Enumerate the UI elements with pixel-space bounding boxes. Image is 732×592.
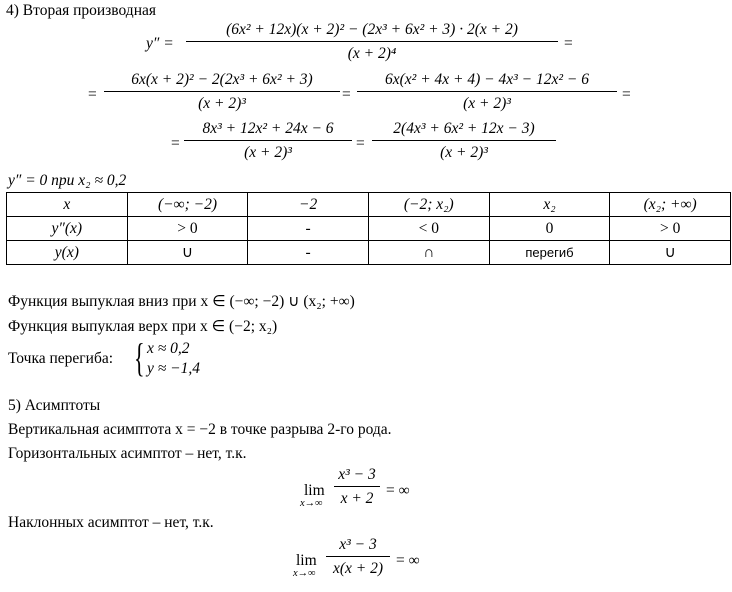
table-cell: y(x) [7,241,128,265]
equals-sign: = [88,86,97,103]
equals-sign: = [356,135,365,152]
table-cell: 0 [489,217,610,241]
vertical-asymptote-statement: Вертикальная асимптота x = −2 в точке разрыва 2-го рода. [8,421,392,438]
table-cell: x₂ [489,193,610,217]
equals-sign: = [342,86,351,103]
table-header-row [7,193,731,217]
table-cell: (−2; x₂) [368,193,489,217]
table-cell: x [7,193,128,217]
limit-2-fraction [326,537,390,576]
derivative-fraction-3a-numerator: 8x³ + 12x² + 24x − 6 [202,120,334,137]
section-5-heading: 5) Асимптоты [8,397,101,414]
table-cell: перегиб [489,241,610,265]
derivative-fraction-1-numerator: (6x² + 12x)(x + 2)² − (2x³ + 6x² + 3) · 2(x + 2) [226,21,518,38]
table-cell: (−∞; −2) [127,193,248,217]
derivative-fraction-3b-denominator: (x + 2)³ [440,143,488,161]
limit-2-denominator: x(x + 2) [332,559,384,577]
limit-subscript: x→∞ [300,498,323,509]
derivative-fraction-2b-denominator: (x + 2)³ [463,94,511,112]
table-cell: ∪ [127,241,248,265]
derivative-fraction-3b-numerator: 2(4x³ + 6x² + 12x − 3) [393,120,535,137]
limit-1-denominator: x + 2 [340,489,374,507]
table-cell: > 0 [610,217,731,241]
convex-up-statement: Функция выпуклая верх при x ∈ (−2; x₂) [8,318,278,335]
limit-2-numerator: x³ − 3 [339,536,377,553]
table-cell: ∪ [610,241,731,265]
inflection-y: y ≈ −1,4 [147,360,200,377]
second-derivative-lhs: y″ = [146,35,174,52]
derivative-fraction-2b [357,72,617,111]
table-cell: > 0 [127,217,248,241]
table-cell: - [248,241,369,265]
fraction-bar [184,140,352,141]
horizontal-asymptote-statement: Горизонтальных асимптот – нет, т.к. [8,445,247,462]
equals-sign: = [171,135,180,152]
fraction-bar [372,140,556,141]
inflection-x: x ≈ 0,2 [147,340,190,357]
table-row [7,217,731,241]
convex-down-statement: Функция выпуклая вниз при x ∈ (−∞; −2) ∪ (x₂; +∞) [8,293,355,310]
fraction-bar [104,91,340,92]
fraction-bar [357,91,617,92]
inflection-root-line: y″ = 0 при x₂ ≈ 0,2 [8,172,127,189]
oblique-asymptote-statement: Наклонных асимптот – нет, т.к. [8,514,214,531]
limit-1-fraction [334,467,380,506]
limit-subscript: x→∞ [293,568,316,579]
limit-2-result: = ∞ [396,552,420,569]
derivative-fraction-2a [104,72,340,111]
system-brace: { [134,335,145,380]
table-row [7,241,731,265]
sign-table [6,192,731,265]
limit-1-numerator: x³ − 3 [338,466,376,483]
equals-sign: = [564,35,573,52]
derivative-fraction-1 [186,22,558,61]
derivative-fraction-2a-numerator: 6x(x + 2)² − 2(2x³ + 6x² + 3) [131,71,313,88]
fraction-bar [186,41,558,42]
derivative-fraction-3b [372,121,556,160]
equals-sign: = [622,86,631,103]
table-cell: ∩ [368,241,489,265]
limit-operator: lim [304,482,325,499]
table-cell: - [248,217,369,241]
table-cell: < 0 [368,217,489,241]
limit-1-result: = ∞ [386,482,410,499]
derivative-fraction-2b-numerator: 6x(x² + 4x + 4) − 4x³ − 12x² − 6 [385,71,589,88]
derivative-fraction-3a-denominator: (x + 2)³ [244,143,292,161]
section-4-heading: 4) Вторая производная [6,2,156,19]
table-cell: y″(x) [7,217,128,241]
table-cell: −2 [248,193,369,217]
fraction-bar [334,486,380,487]
derivative-fraction-3a [184,121,352,160]
fraction-bar [326,556,390,557]
derivative-fraction-1-denominator: (x + 2)⁴ [347,44,397,62]
derivative-fraction-2a-denominator: (x + 2)³ [198,94,246,112]
limit-operator: lim [296,552,317,569]
table-cell: (x₂; +∞) [610,193,731,217]
inflection-point-label: Точка перегиба: [8,350,114,367]
